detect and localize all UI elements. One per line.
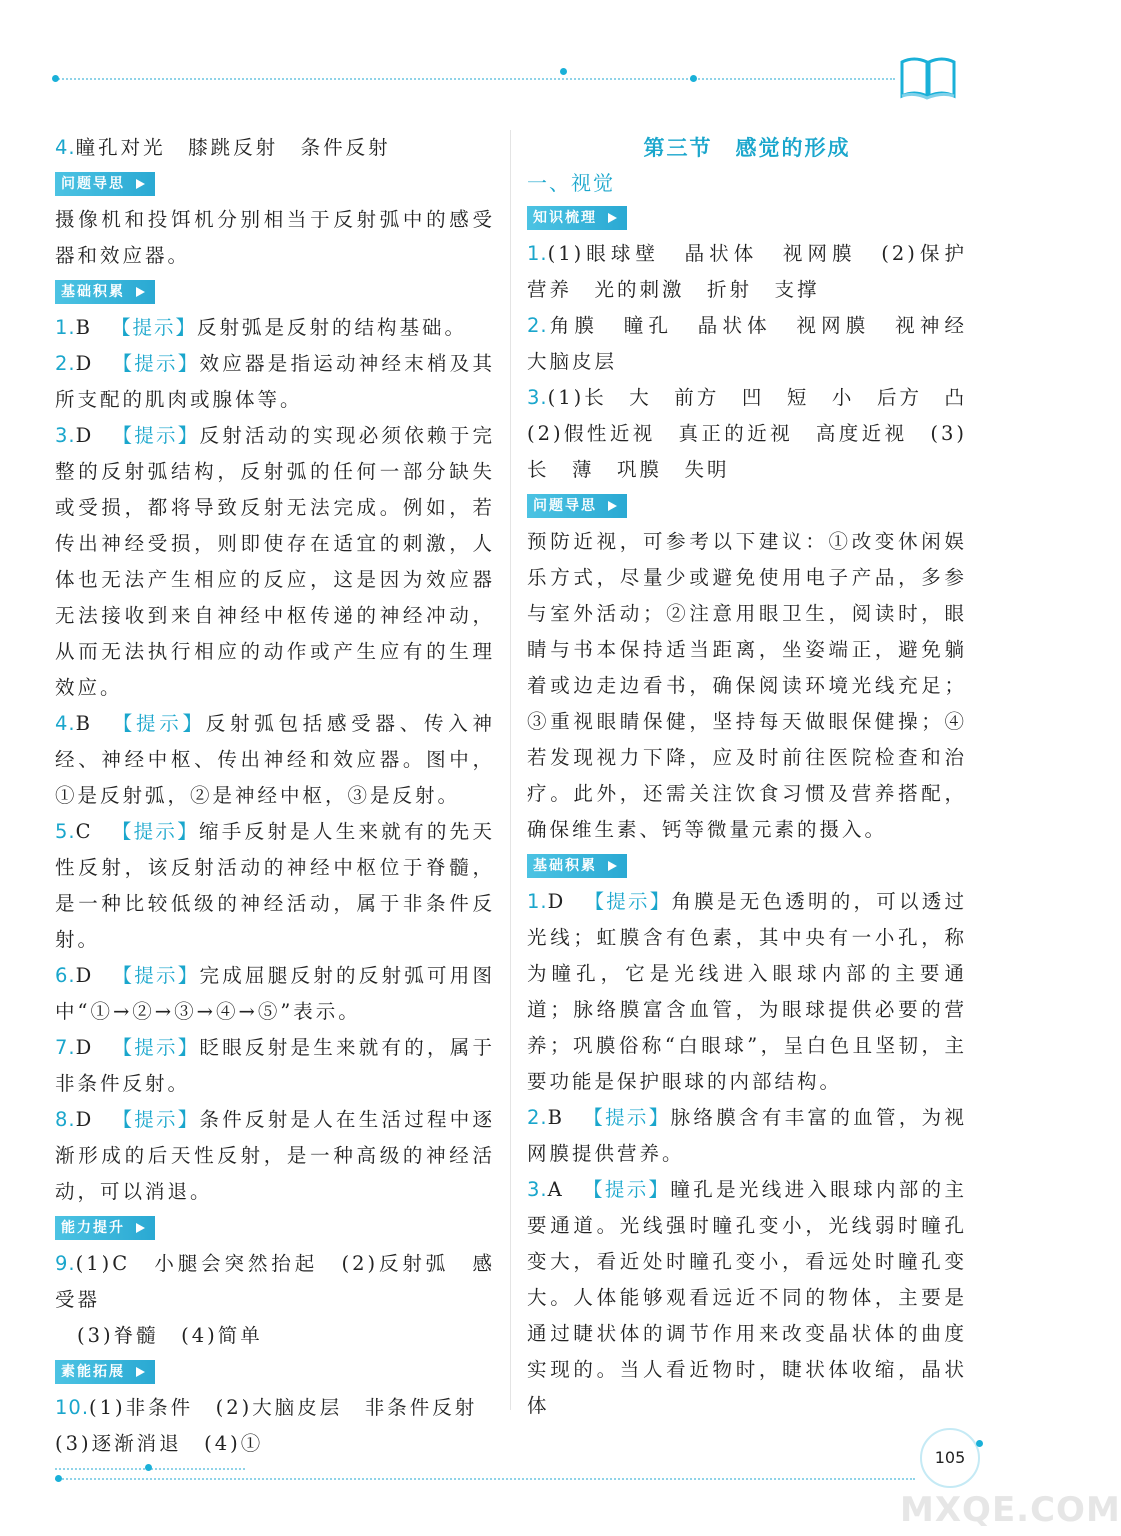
answer-item: 2.角膜 瞳孔 晶状体 视网膜 视神经 大脑皮层 xyxy=(527,314,990,373)
footer-rule xyxy=(55,1478,915,1480)
answer-item: 7.D 【提示】眨眼反射是生来就有的，属于非条件反射。 xyxy=(55,1036,495,1095)
answer-item: 3.(1)长 大 前方 凹 短 小 后方 凸 (2)假性近视 真正的近视 高度近视 (3)长 薄 巩膜 失明 xyxy=(527,386,990,481)
answer-item: 6.D 【提示】完成屈腿反射的反射弧可用图中“①→②→③→④→⑤”表示。 xyxy=(55,964,495,1023)
wenti-text: 预防近视，可参考以下建议：①改变休闲娱乐方式，尽量少或避免使用电子产品，多参与室外活动；②注意用眼卫生，阅读时，眼睛与书本保持适当距离，坐姿端正，避免躺着或边走边看书，确保阅读环境光线充足；③重视眼睛保健，坚持每天做眼保健操；④若发现视力下降，应及时前往医院检查和治疗。此外，还需关注饮食习惯及营养搭配，确保维生素、钙等微量元素的摄入。 xyxy=(527,530,967,841)
answer-item: 1.D 【提示】角膜是无色透明的，可以透过光线；虹膜含有色素，其中央有一小孔，称为瞳孔，它是光线进入眼球内部的主要通道；脉络膜富含血管，为眼球提供必要的营养；巩膜俗称“白眼球”，呈白色且坚韧，主要功能是保护眼球的内部结构。 xyxy=(527,890,967,1093)
answer-item: 4.B 【提示】反射弧包括感受器、传入神经、神经中枢、传出神经和效应器。图中，①是反射弧，②是神经中枢，③是反射。 xyxy=(55,712,495,807)
answer-item: 2.D 【提示】效应器是指运动神经末梢及其所支配的肌肉或腺体等。 xyxy=(55,352,495,411)
sub-heading: 一、视觉 xyxy=(527,171,615,195)
header-dot xyxy=(560,68,567,75)
answer-item: 4.瞳孔对光 膝跳反射 条件反射 xyxy=(55,136,391,159)
jichu-list xyxy=(527,884,967,1424)
watermark-logo: MXQE.COM xyxy=(900,1490,1121,1530)
footer-dot xyxy=(145,1464,152,1471)
left-column xyxy=(55,130,495,1462)
book-icon xyxy=(898,52,958,102)
tag-jichu-jilei: 基础积累 xyxy=(527,854,627,878)
header-dot xyxy=(52,75,59,82)
column-divider xyxy=(510,130,511,1410)
page-number: 105 xyxy=(934,1448,966,1467)
tag-nengli-tisheng: 能力提升 xyxy=(55,1216,155,1240)
answer-item: 3.D 【提示】反射活动的实现必须依赖于完整的反射弧结构，反射弧的任何一部分缺失或受损，都将导致反射无法完成。例如，若传出神经受损，则即使存在适宜的刺激，人体也无法产生相应的反应，这是因为效应器无法接收到来自神经中枢传递的神经冲动，从而无法执行相应的动作或产生应有的生理效应。 xyxy=(55,424,495,699)
answer-item: 9.(1)C 小腿会突然抬起 (2)反射弧 感受器 xyxy=(55,1252,495,1311)
zhishi-list xyxy=(527,236,990,488)
answer-item: 1.B 【提示】反射弧是反射的结构基础。 xyxy=(55,316,467,339)
answer-item: 1.(1)眼球壁 晶状体 视网膜 (2)保护 营养 光的刺激 折射 支撑 xyxy=(527,242,990,301)
tag-wenti-daosi: 问题导思 xyxy=(527,494,627,518)
answer-item: 5.C 【提示】缩手反射是人生来就有的先天性反射，该反射活动的神经中枢位于脊髓，是一种比较低级的神经活动，属于非条件反射。 xyxy=(55,820,495,951)
wenti-text: 摄像机和投饵机分别相当于反射弧中的感受器和效应器。 xyxy=(55,208,495,267)
right-column xyxy=(527,130,990,1424)
answer-item-cont: (3)逐渐消退 (4)① xyxy=(55,1432,264,1455)
answer-item: 10.(1)非条件 (2)大脑皮层 非条件反射 xyxy=(55,1396,478,1419)
answer-item-cont: (3)脊髓 (4)简单 xyxy=(77,1324,263,1347)
footer-dot xyxy=(55,1475,62,1482)
header-dot xyxy=(690,75,697,82)
answer-item: 2.B 【提示】脉络膜含有丰富的血管，为视网膜提供营养。 xyxy=(527,1106,967,1165)
tag-jichu-jilei: 基础积累 xyxy=(55,280,155,304)
tag-wenti-daosi: 问题导思 xyxy=(55,172,155,196)
answer-item: 3.A 【提示】瞳孔是光线进入眼球内部的主要通道。光线强时瞳孔变小，光线弱时瞳孔变大，看近处时瞳孔变小，看远处时瞳孔变大。人体能够观看远近不同的物体，主要是通过睫状体的调节作用来改变晶状体的曲度实现的。当人看近物时，睫状体收缩，晶状体 xyxy=(527,1178,967,1417)
jichu-list xyxy=(55,310,495,1210)
tag-zhishi-shuli: 知识梳理 xyxy=(527,206,627,230)
answer-item: 8.D 【提示】条件反射是人在生活过程中逐渐形成的后天性反射，是一种高级的神经活动，可以消退。 xyxy=(55,1108,495,1203)
tag-suneng-tuozhan: 素能拓展 xyxy=(55,1360,155,1384)
header-rule xyxy=(55,78,895,80)
section-title: 第三节 感觉的形成 xyxy=(643,135,851,160)
